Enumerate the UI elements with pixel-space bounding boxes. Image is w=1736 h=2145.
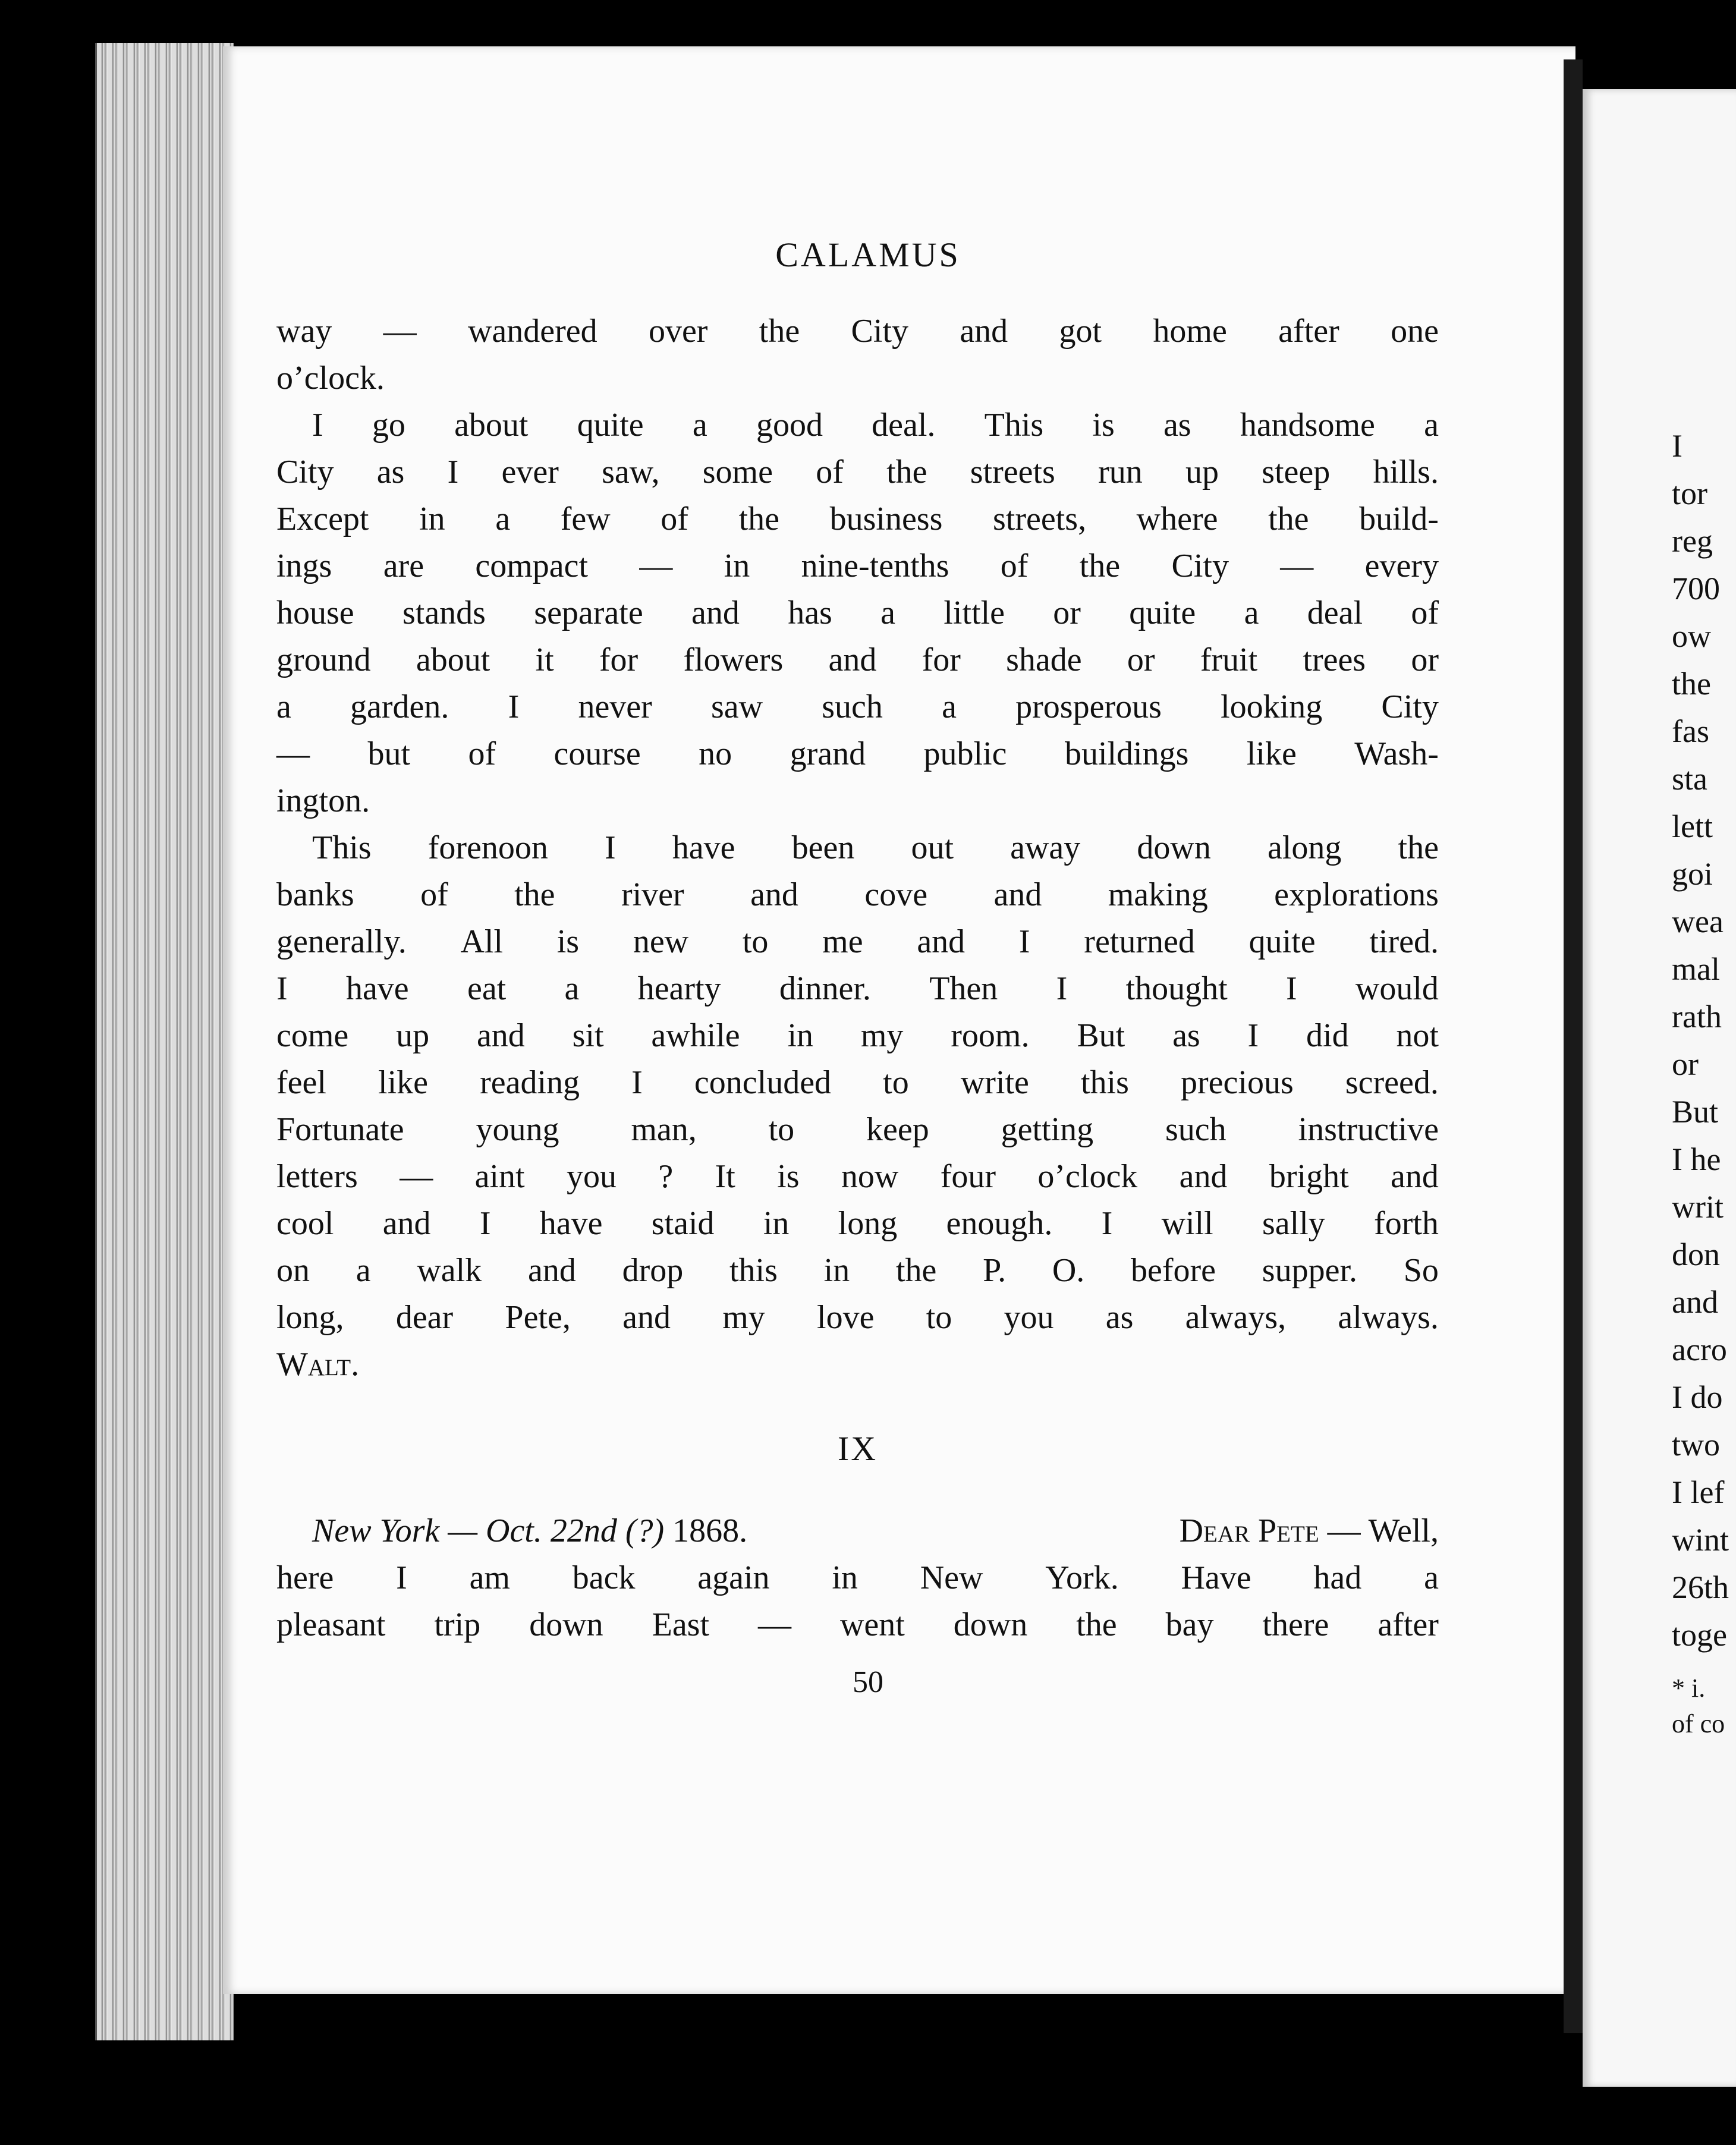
right-page-line: or bbox=[1672, 1046, 1699, 1082]
right-page-line: 26th bbox=[1672, 1570, 1729, 1605]
text-line: here I am back again in New York. Have had a bbox=[276, 1559, 1439, 1596]
right-page-line: ow bbox=[1672, 618, 1711, 654]
running-head: CALAMUS bbox=[775, 235, 961, 274]
text-line: a garden. I never saw such a prosperous looking City bbox=[276, 688, 1439, 725]
right-page-line: and bbox=[1672, 1284, 1718, 1320]
text-line: I have eat a hearty dinner. Then I thought I would bbox=[276, 970, 1439, 1007]
right-page-line: goi bbox=[1672, 856, 1713, 892]
text-line: This forenoon I have been out away down along the bbox=[312, 829, 1439, 866]
text-line: long, dear Pete, and my love to you as always, always. bbox=[276, 1299, 1439, 1336]
right-page-line: mal bbox=[1672, 951, 1720, 987]
right-page-line: the bbox=[1672, 666, 1711, 702]
right-page-line: But bbox=[1672, 1094, 1719, 1130]
right-page-line: tor bbox=[1672, 476, 1707, 511]
right-page-line: lett bbox=[1672, 809, 1713, 844]
text-line: ings are compact — in nine-tenths of the City — every bbox=[276, 548, 1439, 584]
text-line: come up and sit awhile in my room. But as I did not bbox=[276, 1017, 1439, 1054]
right-page-line: writ bbox=[1672, 1189, 1724, 1225]
page-edges bbox=[95, 43, 234, 2040]
text-line: way — wandered over the City and got home after one bbox=[276, 313, 1439, 350]
right-page-footnote-line: of co bbox=[1672, 1709, 1725, 1738]
right-page-line: wint bbox=[1672, 1522, 1729, 1558]
text-line: o’clock. bbox=[276, 360, 385, 397]
text-line: cool and I have staid in long enough. I will sally forth bbox=[276, 1205, 1439, 1242]
gutter bbox=[1564, 59, 1583, 2033]
text-line: Fortunate young man, to keep getting such instructive bbox=[276, 1111, 1439, 1148]
text-line: ground about it for flowers and for shade or fruit trees or bbox=[276, 641, 1439, 678]
right-page-line: two bbox=[1672, 1427, 1720, 1462]
right-page-line: I do bbox=[1672, 1379, 1723, 1415]
right-page-footnote-line: * i. bbox=[1672, 1674, 1706, 1703]
right-page-line: don bbox=[1672, 1237, 1720, 1272]
signature: Walt. bbox=[276, 1346, 360, 1383]
text-line: on a walk and drop this in the P. O. before supper. So bbox=[276, 1252, 1439, 1289]
text-line: letters — aint you ? It is now four o’clock and bright and bbox=[276, 1158, 1439, 1195]
page-number: 50 bbox=[853, 1665, 883, 1699]
text-line: house stands separate and has a little or quite a deal of bbox=[276, 595, 1439, 631]
right-page-line: I he bbox=[1672, 1141, 1721, 1177]
letter-opening-line bbox=[276, 1508, 1439, 1555]
right-page bbox=[1583, 89, 1736, 2087]
right-page-line: reg bbox=[1672, 523, 1713, 559]
text-line: banks of the river and cove and making explorations bbox=[276, 876, 1439, 913]
text-line: ington. bbox=[276, 782, 370, 819]
text-line: I go about quite a good deal. This is as handsome a bbox=[312, 407, 1439, 444]
right-page-text bbox=[1672, 422, 1729, 1659]
text-line: feel like reading I concluded to write this precious screed. bbox=[276, 1064, 1439, 1101]
right-page-line: toge bbox=[1672, 1617, 1727, 1653]
salutation: Dear Pete — Well, bbox=[1179, 1512, 1439, 1549]
right-page-line: acro bbox=[1672, 1332, 1727, 1367]
text-line: pleasant trip down East — went down the bay there after bbox=[276, 1606, 1439, 1643]
right-page-line: wea bbox=[1672, 904, 1724, 939]
right-page-line: I lef bbox=[1672, 1474, 1725, 1510]
body-text bbox=[276, 308, 1439, 1649]
right-page-line: I bbox=[1672, 428, 1682, 464]
right-page-line: rath bbox=[1672, 999, 1722, 1034]
text-line: Except in a few of the business streets, where the build- bbox=[276, 501, 1439, 537]
text-line: — but of course no grand public buildings like Wash- bbox=[276, 735, 1439, 772]
right-page-line: 700 bbox=[1672, 571, 1720, 606]
section-number: IX bbox=[837, 1429, 878, 1468]
right-page-line: fas bbox=[1672, 713, 1709, 749]
text-line: generally. All is new to me and I returned quite tired. bbox=[276, 923, 1439, 960]
dateline-place: New York — Oct. 22nd (?) 1868. bbox=[312, 1512, 748, 1549]
text-line: City as I ever saw, some of the streets run up steep hills. bbox=[276, 454, 1439, 490]
right-page-line: sta bbox=[1672, 761, 1707, 797]
